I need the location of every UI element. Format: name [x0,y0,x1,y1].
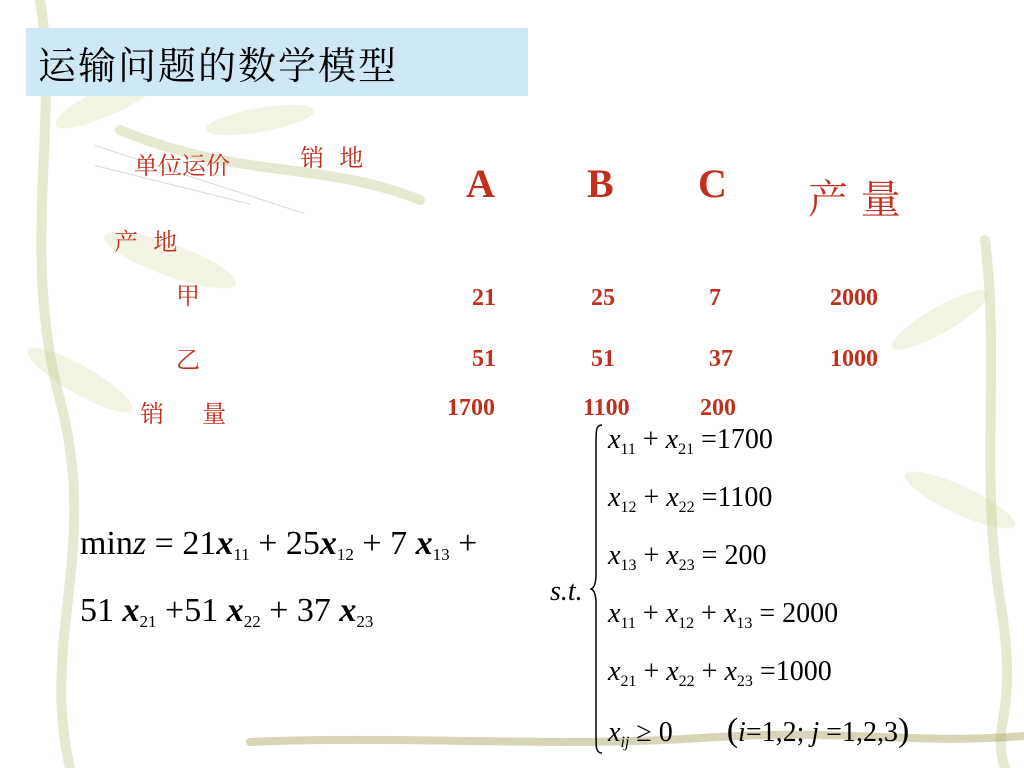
subscript: 13 [736,615,753,632]
objective-variable: z [132,525,147,562]
variable: x [216,525,234,562]
demand-cell: 200 [700,395,736,421]
subscript: 23 [736,673,753,690]
constraint-3 [608,540,766,575]
cost-cell: 7 [709,285,721,311]
cost-cell: 37 [709,346,733,372]
column-header-b: B [587,161,614,206]
variable: x [608,482,621,513]
supply-cell: 1000 [830,346,878,372]
plus-sign: + [701,656,718,687]
index-range: 1,2,3 [841,717,898,748]
plus-sign: + [642,598,659,629]
variable: x [226,592,244,629]
subscript: 21 [620,673,637,690]
subject-to-label: s.t. [550,576,583,607]
left-brace-icon [590,424,604,754]
equals-sign: = [759,656,776,687]
equals-sign: = [701,424,717,455]
constraint-2 [608,482,772,517]
coefficient: 51 [184,592,219,629]
row-label-yi: 乙 [176,346,200,374]
subscript: 22 [678,673,695,690]
subscript: 21 [678,441,695,458]
subscript: 12 [336,545,354,564]
cost-cell: 51 [472,346,496,372]
variable: x [122,592,140,629]
subscript: 11 [233,545,250,564]
equals-sign: = [701,540,718,571]
subscript: 12 [620,499,637,516]
demand-cell: 1100 [583,395,630,421]
index-range: 1,2; [761,717,805,748]
plus-sign: + [642,424,659,455]
variable: x [608,717,621,748]
equals-sign: = [154,525,174,562]
subscript: 22 [243,612,261,631]
plus-sign: + [165,592,185,629]
variable: x [339,592,357,629]
paren-open: ( [726,712,739,749]
variable: x [666,482,679,513]
constraint-6: $x_{ij} \ge 0$ (i=1,2; j =1,2,3) [608,712,910,751]
subscript: 23 [356,612,374,631]
cost-cell: 51 [591,346,615,372]
variable: x [724,656,737,687]
subscript: 23 [678,557,695,574]
rhs-value: 1000 [775,656,832,687]
coefficient: 21 [182,525,217,562]
rhs-value: 2000 [782,598,839,629]
variable: x [666,656,679,687]
equals-sign: = [759,598,776,629]
cost-cell: 21 [472,285,496,311]
coefficient: 37 [296,592,331,629]
variable: x [665,424,679,455]
page-title: 运输问题的数学模型 [26,28,528,96]
coefficient: 51 [80,592,114,629]
plus-sign: + [458,525,478,562]
objective-line-2 [80,592,373,632]
plus-sign: + [643,656,660,687]
subscript: 21 [139,612,157,631]
row-label-jia: 甲 [176,282,200,310]
relation-sign: ≥ [636,717,652,748]
rhs-value: 200 [724,540,767,571]
column-header-c: C [698,161,727,206]
demand-cell: 1700 [447,395,495,421]
equals-sign: = [701,482,718,513]
coefficient: 25 [285,525,320,562]
plus-sign: + [258,525,278,562]
plus-sign: + [362,525,382,562]
paren-close: ) [897,712,910,749]
variable: x [608,540,621,571]
min-operator: min [80,525,133,562]
subscript: 22 [678,499,695,516]
origin-label: 产 地 [114,228,178,256]
column-header-a: A [466,161,495,206]
constraint-1 [608,424,773,459]
plus-sign: + [643,540,660,571]
subscript: ij [620,734,630,751]
subscript: 12 [678,615,695,632]
cost-cell: 25 [591,285,615,311]
coefficient: 7 [390,525,408,562]
subscript: 13 [620,557,637,574]
equals-sign: = [745,717,762,748]
variable: x [665,598,679,629]
rhs-value: 1700 [716,424,773,455]
variable: x [608,656,621,687]
subscript: 13 [432,545,450,564]
plus-sign: + [701,598,717,629]
variable: x [415,525,433,562]
variable: x [608,598,621,629]
demand-label: 销 量 [140,400,227,428]
plus-sign: + [269,592,289,629]
subscript: 11 [620,615,636,632]
variable: x [723,598,737,629]
plus-sign: + [643,482,660,513]
variable: x [608,424,621,455]
rhs-value: 0 [658,717,673,748]
subscript: 11 [620,441,636,458]
destination-label: 销 地 [300,144,364,172]
constraint-4 [608,598,838,633]
objective-line-1 [80,525,477,565]
unit-cost-label: 单位运价 [134,152,230,180]
rhs-value: 1100 [717,482,773,513]
equals-sign: = [826,717,842,748]
supply-cell: 2000 [830,285,878,311]
variable: x [319,525,337,562]
supply-header: 产 量 [808,177,901,223]
constraint-5 [608,656,832,691]
variable: x [666,540,679,571]
